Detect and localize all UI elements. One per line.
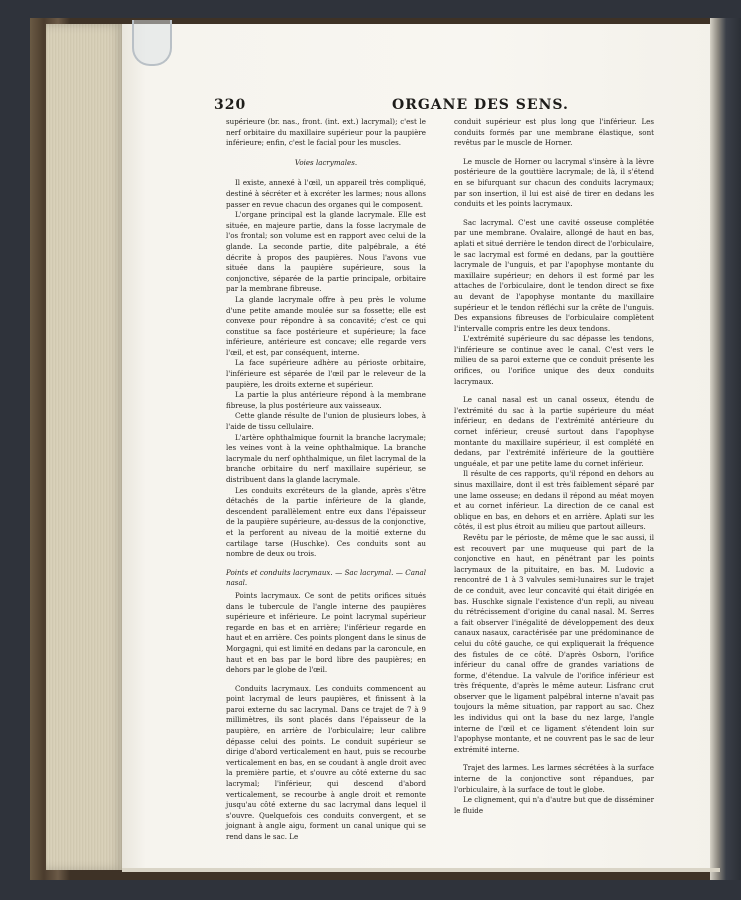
page-bottom-edge (122, 868, 720, 872)
left-paragraph: supérieure (br. nas., front. (int. ext.) lacrymal); c'est le nerf orbitaire du maxillaire supérieur pour la paupière inférieure; enfin, c'est le facial pour les muscles. (226, 117, 426, 148)
right-paragraph: Le canal nasal est un canal osseux, étendu de l'extrémité du sac à la partie supérieure du méat inférieur, en dedans de l'extrémité antérieure du cornet inférieur, creusé surtout dans l'apophyse montante du maxillaire supérieur, il est complété en dedans, par l'extrémité inférieure de la gouttière unguéale, et par une petite lame du cornet inférieur. (454, 395, 654, 468)
right-paragraph: conduit supérieur est plus long que l'inférieur. Les conduits formés par une membrane élastique, sont revêtus par le muscle de Horner. (454, 117, 654, 148)
left-paragraph: Points lacrymaux. Ce sont de petits orifices situés dans le tubercule de l'angle interne des paupières supérieure et inférieure. Le point lacrymal supérieur regarde en bas et en arrière; l'inférieur regarde en haut et en arrière. Ces points plongent dans le sinus de Morgagni, qui est limité en dedans par la caroncule, en haut et en bas par le bord libre des paupières; en dehors par le globe de l'œil. (226, 590, 426, 675)
left-paragraph: Conduits lacrymaux. Les conduits commencent au point lacrymal de leurs paupières, et finissent à la paroi externe du sac lacrymal. Dans ce trajet de 7 à 9 millimètres, ils sont placés dans l'épaisseur de la paupière, en arrière de l'orbiculaire; leur calibre dépasse celui des points. Le conduit supérieur se dirige d'abord verticalement en haut, puis se recourbe verticalement en bas, en se coudant à angle droit avec la première partie, et s'ouvre au côté externe du sac lacrymal; l'inférieur, qui descend d'abord verticalement, se recourbe à angle droit et remonte jusqu'au côté externe du sac lacrymal dans lequel il s'ouvre. Quelquefois ces conduits convergent, et se joignant à angle aigu, forment un canal unique qui se rend dans le sac. Le (226, 683, 426, 841)
running-title: ORGANE DES SENS. (392, 97, 569, 113)
right-paragraph: L'extrémité supérieure du sac dépasse les tendons, l'inférieure se continue avec le canal. C'est vers le milieu de sa paroi externe que ce conduit présente les orifices, ou l'orifice unique des deux conduits lacrymaux. (454, 334, 654, 386)
left-section-heading: Voies lacrymales. (294, 157, 358, 167)
right-text-column (454, 117, 654, 816)
page-clip (132, 20, 172, 66)
left-paragraph: La partie la plus antérieure répond à la membrane fibreuse, la plus postérieure aux vaisseaux. (226, 390, 426, 410)
gutter-shadow (710, 18, 741, 880)
right-paragraph: Le clignement, qui n'a d'autre but que de disséminer le fluide (454, 795, 654, 815)
left-subheading: Points et conduits lacrymaux. — Sac lacrymal. — Canal nasal. (226, 567, 426, 588)
page-number: 320 (214, 97, 247, 113)
left-paragraph: La face supérieure adhère au périoste orbitaire, l'inférieure est séparée de l'œil par le releveur de la paupière, les droits externe et supérieur. (226, 358, 426, 389)
page-stack-edges (46, 24, 124, 870)
left-paragraph: Il existe, annexé à l'œil, un appareil très compliqué, destiné à sécréter et à excréter les larmes; nous allons passer en revue chacun des organes qui le composent. (226, 178, 426, 209)
left-text-column (226, 117, 426, 843)
right-paragraph: Sac lacrymal. C'est une cavité osseuse complétée par une membrane. Ovalaire, allongé de haut en bas, aplati et situé derrière le tendon direct de l'orbiculaire, le sac lacrymal est formé en dedans, par la gouttière lacrymale de l'unguis, et par l'apophyse montante du maxillaire supérieur; en dehors il est formé par les attaches de l'orbiculaire, dont le tendon direct se fixe au devant de l'apophyse montante du maxillaire supérieur et le tendon réfléchi sur la crête de l'unguis. Des expansions fibreuses de l'orbiculaire complètent l'intervalle compris entre les deux tendons. (454, 217, 654, 333)
right-paragraph: Revêtu par le périoste, de même que le sac aussi, il est recouvert par une muqueuse qui part de la conjonctive en haut, en pénétrant par les points lacrymaux de la pituitaire, en bas. M. Ludovic a rencontré de 1 à 3 valvules semi-lunaires sur le trajet de ce conduit, avec leur concavité qui était dirigée en bas. Huschke signale l'existence d'un repli, au niveau du rétrécissement d'origine du canal nasal. M. Serres a fait observer l'inégalité de développement des deux canaux nasaux, caractérisée par une prédominance de celui du côté gauche, ce qui expliquerait la fréquence des fistules de ce côté. D'après Osborn, l'orifice inférieur du canal offre de grandes variations de forme, d'étendue. La valvule de l'orifice inférieur est très fréquente, d'après le même auteur. Lisfranc crut observer que le ligament palpébral interne n'avait pas toujours la même situation, par rapport au sac. Chez les individus qui ont la base du nez large, l'angle interne de l'œil et ce ligament s'étendent loin sur l'apophyse montante, et ne couvrent pas le sac de leur extrémité interne. (454, 532, 654, 754)
right-paragraph: Le muscle de Horner ou lacrymal s'insère à la lèvre postérieure de la gouttière lacrymale; de là, il s'étend en se bifurquant sur chacun des conduits lacrymaux; par son insertion, il lui est aisé de tirer en dedans les conduits et les points lacrymaux. (454, 156, 654, 209)
left-paragraph: L'organe principal est la glande lacrymale. Elle est située, en majeure partie, dans la fosse lacrymale de l'os frontal; son volume est en rapport avec celui de la glande. La seconde partie, dite palpébrale, a été décrite à propos des paupières. Nous l'avons vue située dans la paupière supérieure, sous la conjonctive, séparée de la partie principale, orbitaire par la membrane fibreuse. (226, 210, 426, 294)
right-paragraph: Trajet des larmes. Les larmes sécrétées à la surface interne de la conjonctive sont répandues, par l'orbiculaire, à la surface de tout le globe. (454, 763, 654, 794)
left-paragraph: Cette glande résulte de l'union de plusieurs lobes, à l'aide de tissu cellulaire. (226, 411, 426, 432)
left-paragraph: La glande lacrymale offre à peu près le volume d'une petite amande moulée sur sa fossette; elle est convexe pour répondre à sa concavité; c'est ce qui constitue sa face postérieure et supérieure; la face inférieure, antérieure est concave; elle regarde vers l'œil, et est, par conséquent, interne. (226, 294, 426, 357)
page-header (214, 97, 569, 117)
left-paragraph: Les conduits excréteurs de la glande, après s'être détachés de la partie inférieure de la glande, descendent parallèlement entre eux dans l'épaisseur de la paupière supérieure, au-dessus de la conjonctive, et la perforent au niveau de la moitié externe du cartilage tarse (Huschke). Ces conduits sont au nombre de deux ou trois. (226, 485, 426, 559)
left-paragraph: L'artère ophthalmique fournit la branche lacrymale; les veines vont à la veine ophthalmique. La branche lacrymale du nerf ophthalmique, un filet lacrymal de la branche orbitaire du nerf maxillaire supérieur, se distribuent dans la glande lacrymale. (226, 432, 426, 484)
right-paragraph: Il résulte de ces rapports, qu'il répond en dehors au sinus maxillaire, dont il est très faiblement séparé par une lame osseuse; en dedans il répond au méat moyen et au cornet inférieur. La direction de ce canal est oblique en bas, en dehors et en arrière. Aplati sur les côtés, il est plus étroit au milieu que partout ailleurs. (454, 469, 654, 532)
